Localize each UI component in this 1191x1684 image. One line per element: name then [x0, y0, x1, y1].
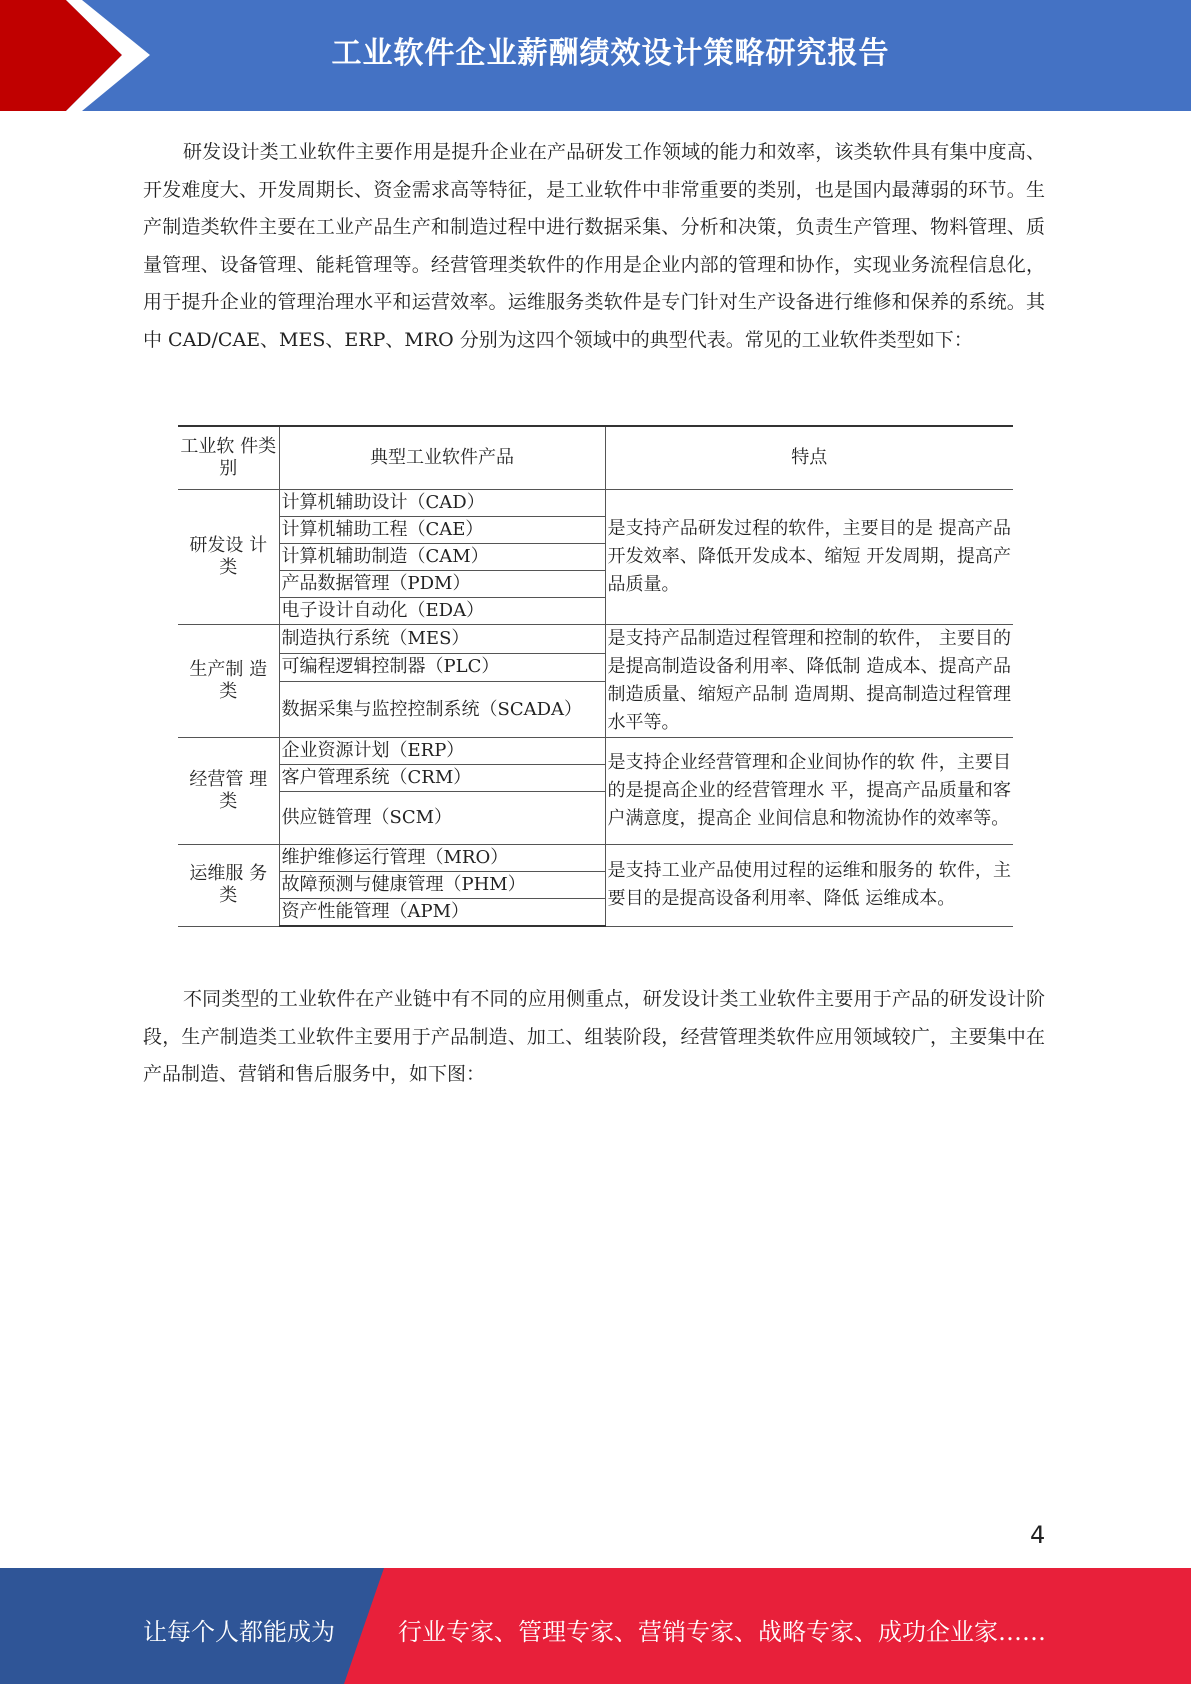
product-cell: 企业资源计划（ERP） — [279, 738, 605, 765]
product-cell: 电子设计自动化（EDA） — [279, 598, 605, 625]
product-cell: 可编程逻辑控制器（PLC） — [279, 653, 605, 682]
category-cell: 生产制 造类 — [178, 625, 279, 738]
product-cell: 故障预测与健康管理（PHM） — [279, 872, 605, 899]
product-cell: 维护维修运行管理（MRO） — [279, 845, 605, 872]
feature-cell: 是支持工业产品使用过程的运维和服务的 软件，主要目的是提高设备利用率、降低 运维成本。 — [605, 845, 1013, 927]
feature-cell: 是支持产品制造过程管理和控制的软件， 主要目的是提高制造设备利用率、降低制 造成本、提高产品制造质量、缩短产品制 造周期、提高制造过程管理水平等。 — [605, 625, 1013, 738]
table-header-row — [178, 426, 1013, 490]
feature-cell: 是支持企业经营管理和企业间协作的软 件，主要目的是提高企业的经营管理水 平，提高产品质量和客户满意度，提高企 业间信息和物流协作的效率等。 — [605, 738, 1013, 845]
footer-slogan-right: 行业专家、管理专家、营销专家、战略专家、成功企业家…… — [398, 1618, 1046, 1646]
header-products: 典型工业软件产品 — [279, 426, 605, 490]
document-title: 工业软件企业薪酬绩效设计策略研究报告 — [331, 36, 890, 71]
header-features: 特点 — [605, 426, 1013, 490]
application-paragraph: 不同类型的工业软件在产业链中有不同的应用侧重点，研发设计类工业软件主要用于产品的研发设计阶段，生产制造类工业软件主要用于产品制造、加工、组装阶段，经营管理类软件应用领域较广，主要集中在产品制造、营销和售后服务中，如下图： — [143, 988, 1045, 1085]
product-cell: 数据采集与监控控制系统（SCADA） — [279, 682, 605, 738]
table-row — [178, 625, 1013, 654]
software-types-table — [178, 425, 1013, 927]
table-row — [178, 738, 1013, 765]
product-cell: 供应链管理（SCM） — [279, 792, 605, 845]
product-cell: 产品数据管理（PDM） — [279, 571, 605, 598]
feature-cell: 是支持产品研发过程的软件，主要目的是 提高产品开发效率、降低开发成本、缩短 开发周期，提高产品质量。 — [605, 490, 1013, 625]
product-cell: 制造执行系统（MES） — [279, 625, 605, 654]
page-footer — [0, 1568, 1191, 1684]
footer-slogan-left: 让每个人都能成为 — [143, 1618, 335, 1646]
table-row — [178, 845, 1013, 872]
header-category: 工业软 件类别 — [178, 426, 279, 490]
product-cell: 资产性能管理（APM） — [279, 899, 605, 927]
product-cell: 计算机辅助设计（CAD） — [279, 490, 605, 517]
product-cell: 计算机辅助工程（CAE） — [279, 517, 605, 544]
category-cell: 运维服 务类 — [178, 845, 279, 927]
page-number: 4 — [1030, 1521, 1046, 1549]
product-cell: 计算机辅助制造（CAM） — [279, 544, 605, 571]
product-cell: 客户管理系统（CRM） — [279, 765, 605, 792]
intro-paragraph: 研发设计类工业软件主要作用是提升企业在产品研发工作领域的能力和效率，该类软件具有集中度高、开发难度大、开发周期长、资金需求高等特征，是工业软件中非常重要的类别，也是国内最薄弱的环节。生产制造类软件主要在工业产品生产和制造过程中进行数据采集、分析和决策，负责生产管理、物料管理、质量管理、设备管理、能耗管理等。经营管理类软件的作用是企业内部的管理和协作，实现业务流程信息化，用于提升企业的管理治理水平和运营效率。运维服务类软件是专门针对生产设备进行维修和保养的系统。其中 CAD/CAE、MES、ERP、MRO 分别为这四个领域中的典型代表。常见的工业软件类型如下： — [143, 141, 1045, 351]
category-cell: 经营管 理类 — [178, 738, 279, 845]
page-header — [0, 0, 1191, 111]
table-row — [178, 490, 1013, 517]
category-cell: 研发设 计类 — [178, 490, 279, 625]
